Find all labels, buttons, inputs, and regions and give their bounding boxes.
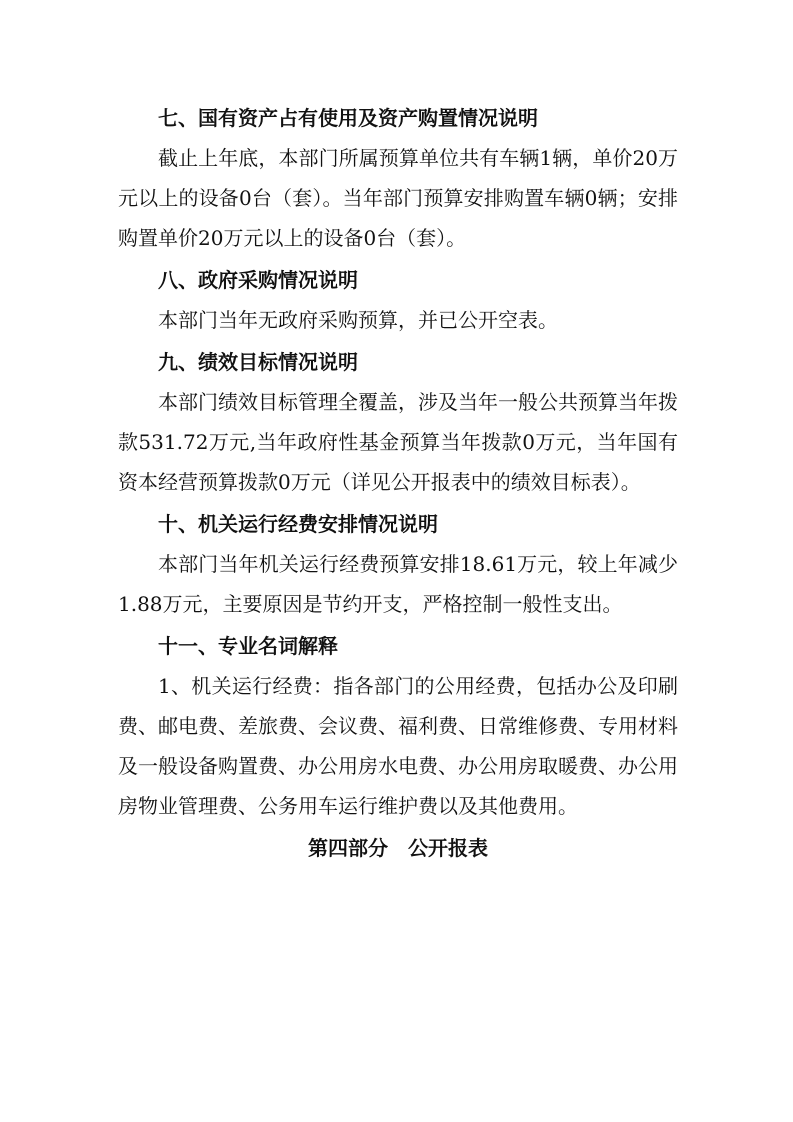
section-9-body: 本部门绩效目标管理全覆盖，涉及当年一般公共预算当年拨款531.72万元,当年政府性基金预算当年拨款0万元，当年国有资本经营预算拨款0万元（详见公开报表中的绩效目标表）。 [118, 390, 678, 494]
section-8-heading: 八、政府采购情况说明 [158, 268, 358, 292]
section-11-body: 1、机关运行经费：指各部门的公用经费，包括办公及印刷费、邮电费、差旅费、会议费、福利费、日常维修费、专用材料及一般设备购置费、办公用房水电费、办公用房取暖费、办公用房物业管理费、公务用车运行维护费以及其他费用。 [118, 674, 678, 818]
section-7-heading: 七、国有资产占有使用及资产购置情况说明 [158, 106, 538, 130]
section-8-body: 本部门当年无政府采购预算，并已公开空表。 [158, 308, 558, 332]
document-page [118, 98, 678, 868]
section-10-body: 本部门当年机关运行经费预算安排18.61万元，较上年减少1.88万元，主要原因是节约开支，严格控制一般性支出。 [118, 552, 678, 616]
section-11-heading: 十一、专业名词解释 [158, 634, 338, 658]
part-four-title: 第四部分 公开报表 [308, 836, 488, 860]
section-10-heading: 十、机关运行经费安排情况说明 [158, 512, 438, 536]
section-7-body: 截止上年底，本部门所属预算单位共有车辆1辆，单价20万元以上的设备0台（套）。当年部门预算安排购置车辆0辆；安排购置单价20万元以上的设备0台（套）。 [118, 146, 678, 250]
section-9-heading: 九、绩效目标情况说明 [158, 350, 358, 374]
